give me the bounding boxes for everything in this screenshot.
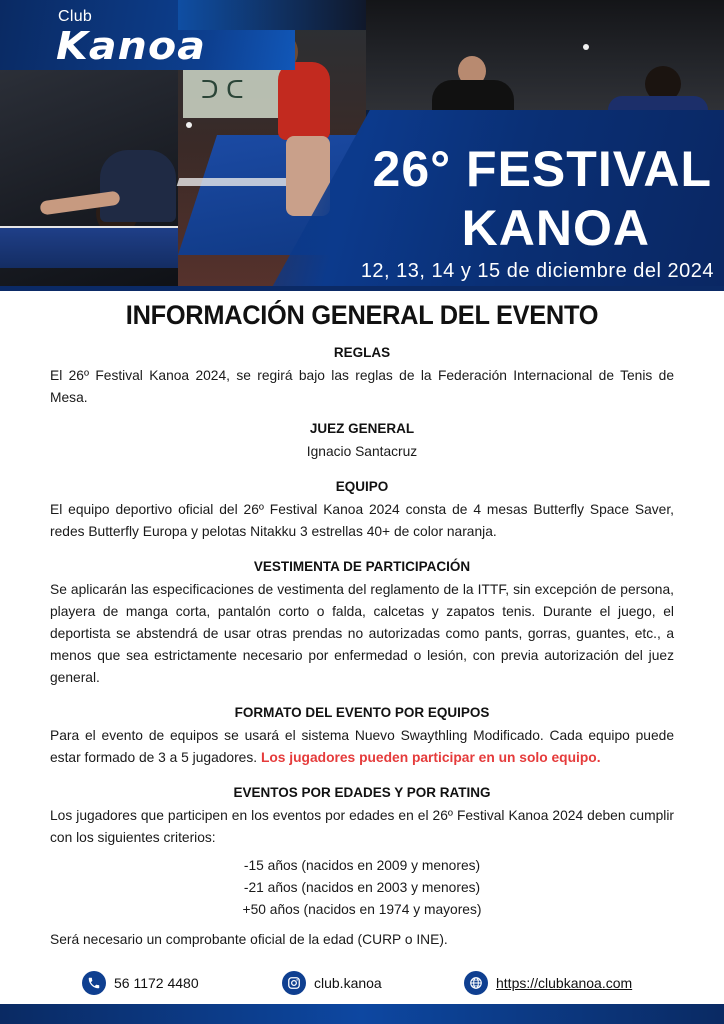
section-heading-formato: FORMATO DEL EVENTO POR EQUIPOS [234, 705, 490, 720]
blue-band [178, 0, 366, 30]
player-body [432, 80, 514, 110]
age-proof-note: Será necesario un comprobante oficial de la edad (CURP o INE). [50, 932, 448, 947]
formato-highlight: Los jugadores pueden participar en un solo equipo. [260, 750, 601, 765]
event-banner [0, 0, 724, 291]
section-text-reglas: El 26º Festival Kanoa 2024, se regirá bajo las reglas de la Federación Internacional de Tenis de Mesa. [50, 368, 674, 405]
event-title-line2: KANOA [461, 200, 650, 256]
section-heading-vestimenta: VESTIMENTA DE PARTICIPACIÓN [253, 559, 471, 574]
section-text-edades: Los jugadores que participen en los eventos por edades en el 26º Festival Kanoa 2024 deben cumplir con los siguientes criterios: [50, 808, 674, 845]
player-body [100, 150, 176, 222]
ping-pong-ball [583, 44, 589, 50]
section-heading-reglas: REGLAS [333, 345, 391, 360]
event-title-line1: 26° FESTIVAL [372, 141, 712, 197]
header-strip [0, 286, 724, 291]
club-logo: Kanoa [56, 24, 207, 68]
contact-footer [0, 962, 724, 1002]
age-criterion: -15 años (nacidos en 2009 y menores) [243, 858, 481, 873]
section-text-vestimenta: Se aplicarán las especificaciones de vestimenta del reglamento de la ITTF, sin excepción de persona, playera de manga corta, pantalón corto o falda, calcetas y zapatos tenis. Durante el juego, el deportista se abstendrá de usar otras prendas no autorizadas como pants, gorras, guantes, etc., a menos que sea estrictamente necesario por enfermedad o lesión, con previa autorización del juez general. [50, 582, 674, 685]
player-shirt-red [278, 62, 330, 140]
website-contact[interactable] [464, 971, 632, 995]
age-criterion: -21 años (nacidos en 2003 y menores) [243, 880, 481, 895]
venue-sign: ᑐ ᑕ [183, 70, 303, 118]
footer-bar [0, 1004, 724, 1024]
phone-icon [82, 971, 106, 995]
instagram-contact[interactable] [282, 971, 382, 995]
instagram-handle: club.kanoa [314, 975, 382, 991]
page-title: INFORMACIÓN GENERAL DEL EVENTO [125, 300, 599, 330]
section-heading-edades: EVENTOS POR EDADES Y POR RATING [233, 785, 491, 800]
section-heading-equipo: EQUIPO [335, 479, 389, 494]
judge-name: Ignacio Santacruz [306, 444, 418, 459]
club-label: Club [58, 8, 93, 25]
section-heading-juez: JUEZ GENERAL [309, 421, 415, 436]
phone-contact[interactable] [82, 971, 199, 995]
event-dates: 12, 13, 14 y 15 de diciembre del 2024 [360, 260, 714, 282]
section-text-formato [50, 725, 674, 769]
instagram-icon [282, 971, 306, 995]
section-text-equipo: El equipo deportivo oficial del 26º Festival Kanoa 2024 consta de 4 mesas Butterfly Space Saver, redes Butterfly Europa y pelotas Nitakku 3 estrellas 40+ de color naranja. [50, 502, 674, 539]
globe-icon [464, 971, 488, 995]
phone-number: 56 1172 4480 [114, 975, 199, 991]
player-body [608, 96, 708, 110]
ping-pong-ball [186, 122, 192, 128]
table-tennis-table-left [0, 228, 178, 268]
website-link[interactable]: https://clubkanoa.com [496, 975, 633, 991]
event-info [50, 300, 674, 951]
formato-text: Para el evento de equipos se usará el sistema Nuevo Swaythling Modificado. Cada equipo puede estar formado de 3 a 5 jugadores. [50, 728, 674, 765]
age-criterion: +50 años (nacidos en 1974 y mayores) [242, 902, 482, 917]
